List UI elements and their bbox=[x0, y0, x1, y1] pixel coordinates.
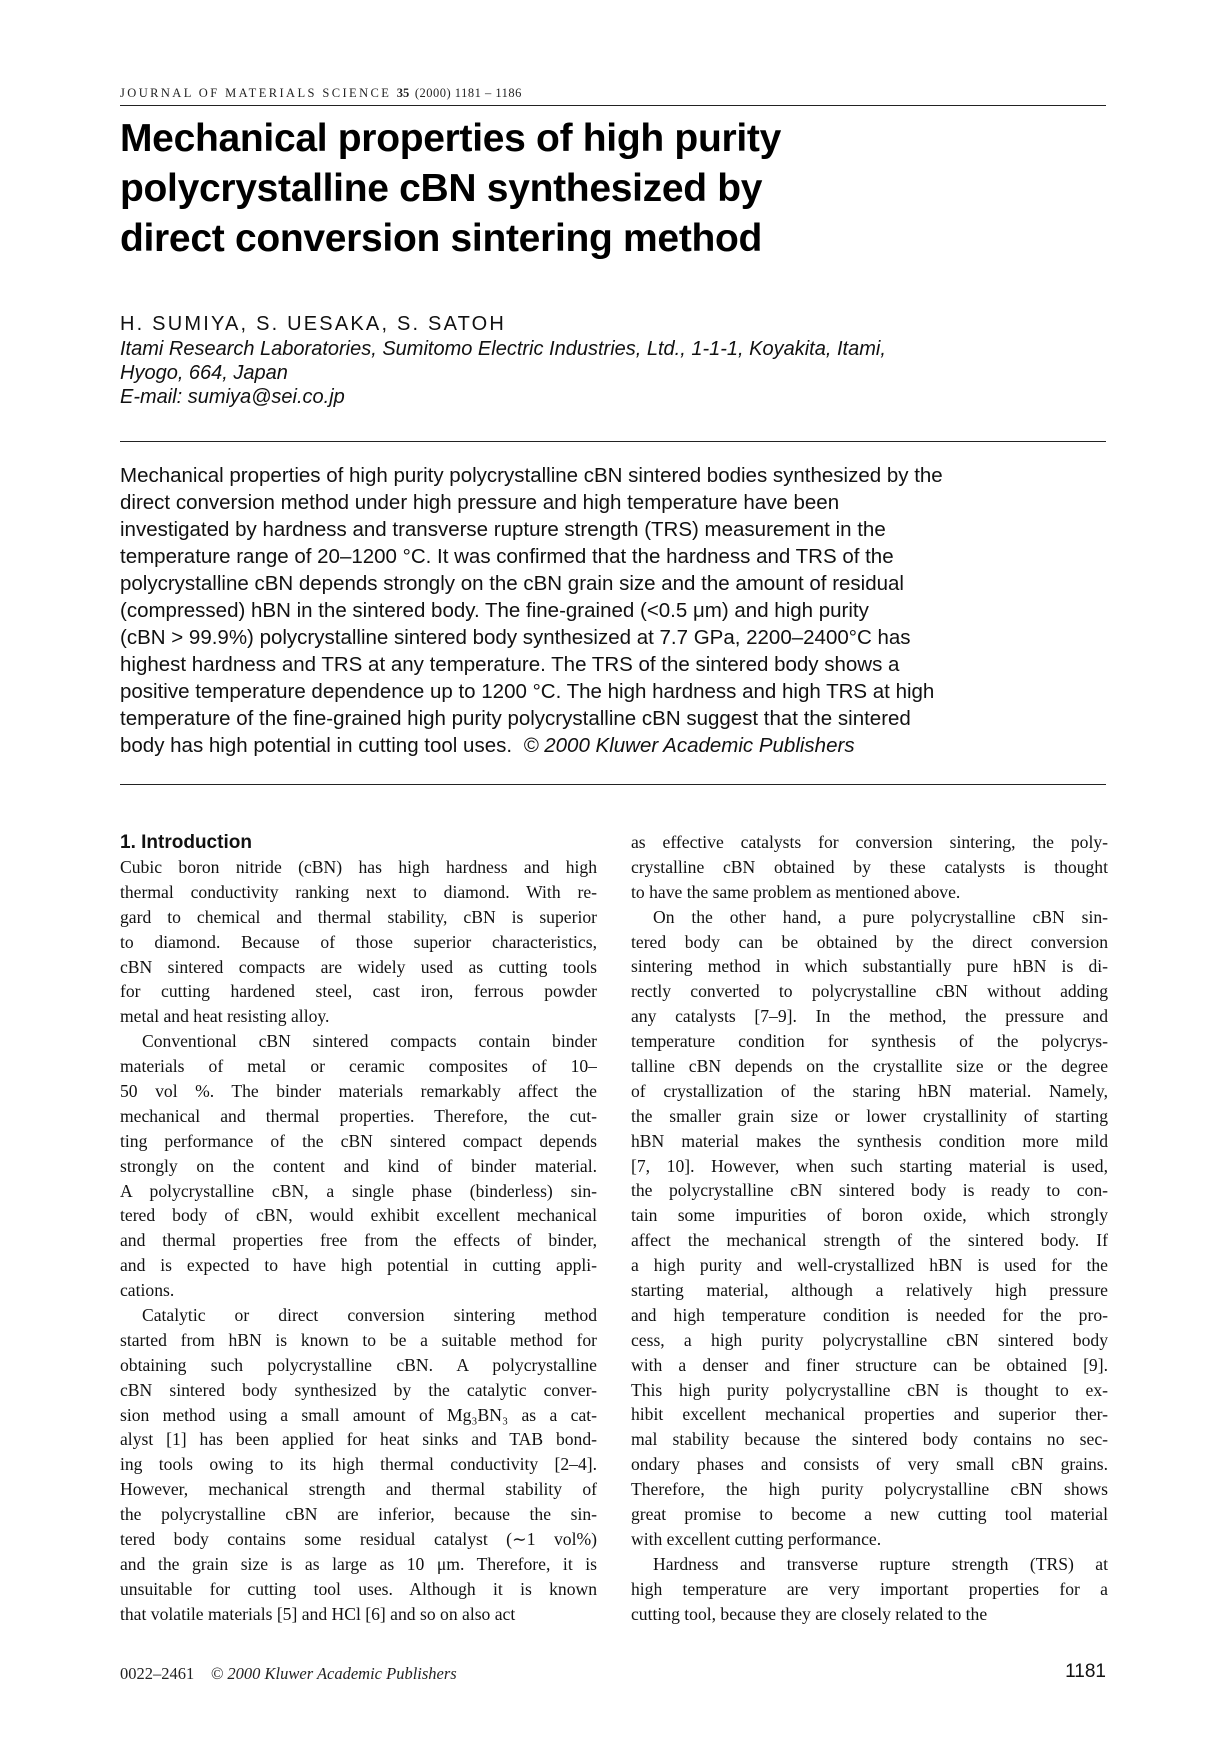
text-line: high temperature are very important properties for a bbox=[631, 1578, 1108, 1599]
text-line: A polycrystalline cBN, a single phase (binderless) sin- bbox=[120, 1180, 597, 1201]
text-line: Conventional cBN sintered compacts contain binder bbox=[142, 1031, 597, 1052]
text-line: mechanical and thermal properties. Therefore, the cut- bbox=[120, 1105, 597, 1126]
text-line: as effective catalysts for conversion sintering, the poly- bbox=[631, 832, 1108, 852]
text-line: crystalline cBN obtained by these catalysts is thought bbox=[631, 856, 1108, 877]
abstract-line: polycrystalline cBN depends strongly on the cBN grain size and the amount of residual bbox=[120, 572, 904, 595]
text-line: sion method using a small amount of Mg₃BN₃ as a cat- bbox=[120, 1404, 597, 1425]
text-line: alyst [1] has been applied for heat sinks and TAB bond- bbox=[120, 1429, 597, 1450]
text-line: temperature condition for synthesis of the polycrys- bbox=[631, 1031, 1108, 1052]
text-line: the smaller grain size or lower crystallinity of starting bbox=[631, 1105, 1108, 1126]
text-line: to have the same problem as mentioned above. bbox=[631, 881, 961, 902]
abstract bbox=[120, 462, 1110, 759]
text-line: of crystallization of the staring hBN material. Namely, bbox=[631, 1080, 1108, 1101]
abstract-line: highest hardness and TRS at any temperature. The TRS of the sintered body shows a bbox=[120, 653, 900, 676]
author-list: H. SUMIYA, S. UESAKA, S. SATOH bbox=[120, 313, 507, 335]
text-line: great promise to become a new cutting tool material bbox=[631, 1504, 1108, 1525]
text-line: a high purity and well-crystallized hBN is used for the bbox=[631, 1255, 1108, 1276]
text-line: rectly converted to polycrystalline cBN without adding bbox=[631, 981, 1108, 1002]
text-line: tered body can be obtained by the direct conversion bbox=[631, 931, 1108, 952]
text-line: with a denser and finer structure can be obtained [9]. bbox=[631, 1354, 1108, 1375]
text-line: Hardness and transverse rupture strength (TRS) at bbox=[653, 1553, 1108, 1574]
text-line: mal stability because the sintered body contains no sec- bbox=[631, 1429, 1108, 1450]
affiliation-line: Itami Research Laboratories, Sumitomo Electric Industries, Ltd., 1-1-1, Koyakita, Itami, bbox=[120, 338, 886, 360]
journal-volume: 35 bbox=[396, 86, 410, 100]
text-line: cations. bbox=[120, 1280, 175, 1301]
text-line: tered body contains some residual catalyst (∼1 vol%) bbox=[120, 1529, 597, 1550]
abstract-line: positive temperature dependence up to 1200 °C. The high hardness and high TRS at high bbox=[120, 680, 935, 703]
text-line: affect the mechanical strength of the sintered body. If bbox=[631, 1230, 1108, 1251]
text-line: sintering method in which substantially pure hBN is di- bbox=[631, 956, 1108, 977]
text-line: unsuitable for cutting tool uses. Although it is known bbox=[120, 1578, 597, 1599]
abstract-line: direct conversion method under high pressure and high temperature have been bbox=[120, 491, 840, 514]
abstract-line-last bbox=[120, 732, 1110, 759]
text-line: hibit excellent mechanical properties and superior ther- bbox=[631, 1404, 1108, 1425]
abstract-line: temperature range of 20–1200 °C. It was confirmed that the hardness and TRS of the bbox=[120, 545, 894, 568]
text-line: starting material, although a relatively high pressure bbox=[631, 1280, 1108, 1301]
journal-year-pages: (2000) 1181 – 1186 bbox=[414, 86, 522, 100]
header-rule bbox=[120, 105, 1106, 106]
text-line: tain some impurities of boron oxide, which strongly bbox=[631, 1205, 1108, 1226]
affiliation-email: E-mail: sumiya@sei.co.jp bbox=[120, 386, 345, 408]
text-line: and thermal properties free from the effects of binder, bbox=[120, 1230, 597, 1251]
text-line: to diamond. Because of those superior characteristics, bbox=[120, 931, 597, 952]
text-line: materials of metal or ceramic composites of 10– bbox=[120, 1056, 597, 1077]
text-line: the polycrystalline cBN sintered body is ready to con- bbox=[631, 1180, 1108, 1201]
right-column-body bbox=[631, 830, 1108, 1627]
text-line: cBN sintered compacts are widely used as cutting tools bbox=[120, 956, 597, 977]
text-line: that volatile materials [5] and HCl [6] and so on also act bbox=[120, 1603, 516, 1624]
text-line: started from hBN is known to be a suitable method for bbox=[120, 1329, 597, 1350]
text-line: with excellent cutting performance. bbox=[631, 1528, 882, 1549]
text-line: tered body of cBN, would exhibit excellent mechanical bbox=[120, 1205, 597, 1226]
footer-publisher: © 2000 Kluwer Academic Publishers bbox=[210, 1664, 457, 1683]
text-line: ondary phases and consists of very small cBN grains. bbox=[631, 1454, 1108, 1475]
left-column-body bbox=[120, 855, 597, 1627]
footer-issn: 0022–2461 bbox=[120, 1664, 195, 1683]
title-line: polycrystalline cBN synthesized by bbox=[120, 167, 763, 210]
text-line: On the other hand, a pure polycrystalline cBN sin- bbox=[653, 906, 1108, 927]
text-line: Catalytic or direct conversion sintering method bbox=[142, 1305, 597, 1326]
abstract-line: body has high potential in cutting tool uses. bbox=[120, 734, 513, 757]
left-column bbox=[120, 830, 597, 1627]
section-heading: 1. Introduction bbox=[120, 832, 252, 853]
abstract-line: (compressed) hBN in the sintered body. The fine-grained (<0.5 μm) and high purity bbox=[120, 599, 869, 622]
text-line: [7, 10]. However, when such starting material is used, bbox=[631, 1155, 1108, 1176]
journal-name: JOURNAL OF MATERIALS SCIENCE bbox=[120, 86, 392, 100]
text-line: Cubic boron nitride (cBN) has high hardness and high bbox=[120, 857, 597, 877]
affiliation-line: Hyogo, 664, Japan bbox=[120, 362, 288, 384]
abstract-copyright: © 2000 Kluwer Academic Publishers bbox=[523, 734, 855, 757]
text-line: gard to chemical and thermal stability, cBN is superior bbox=[120, 906, 597, 927]
text-line: This high purity polycrystalline cBN is thought to ex- bbox=[631, 1379, 1108, 1400]
text-line: Therefore, the high purity polycrystalline cBN shows bbox=[631, 1479, 1108, 1500]
abstract-line: (cBN > 99.9%) polycrystalline sintered body synthesized at 7.7 GPa, 2200–2400°C has bbox=[120, 626, 911, 649]
text-line: metal and heat resisting alloy. bbox=[120, 1006, 330, 1027]
title-line: direct conversion sintering method bbox=[120, 217, 763, 260]
text-line: and is expected to have high potential in cutting appli- bbox=[120, 1255, 597, 1276]
text-line: ing tools owing to its high thermal conductivity [2–4]. bbox=[120, 1454, 597, 1475]
abstract-line: investigated by hardness and transverse rupture strength (TRS) measurement in the bbox=[120, 518, 886, 541]
text-line: talline cBN depends on the crystallite size or the degree bbox=[631, 1056, 1108, 1077]
text-line: ting performance of the cBN sintered compact depends bbox=[120, 1130, 597, 1151]
text-line: cess, a high purity polycrystalline cBN sintered body bbox=[631, 1329, 1108, 1350]
text-line: and the grain size is as large as 10 μm. Therefore, it is bbox=[120, 1553, 597, 1574]
text-line: However, mechanical strength and thermal stability of bbox=[120, 1479, 597, 1500]
text-line: 50 vol %. The binder materials remarkably affect the bbox=[120, 1081, 597, 1102]
right-column bbox=[631, 830, 1108, 1627]
abstract-top-rule bbox=[120, 441, 1106, 442]
text-line: strongly on the content and kind of binder material. bbox=[120, 1155, 597, 1176]
text-line: thermal conductivity ranking next to diamond. With re- bbox=[120, 881, 597, 902]
abstract-line: Mechanical properties of high purity polycrystalline cBN sintered bodies synthesized by the bbox=[120, 464, 943, 487]
article-title bbox=[120, 114, 1020, 264]
abstract-line: temperature of the fine-grained high purity polycrystalline cBN suggest that the sintered bbox=[120, 707, 911, 730]
text-line: cBN sintered body synthesized by the catalytic conver- bbox=[120, 1379, 597, 1400]
text-line: hBN material makes the synthesis condition more mild bbox=[631, 1130, 1108, 1151]
text-line: and high temperature condition is needed for the pro- bbox=[631, 1304, 1108, 1325]
running-header bbox=[120, 86, 1105, 101]
page-number: 1181 bbox=[1065, 1661, 1106, 1682]
affiliation bbox=[120, 337, 1080, 409]
abstract-bottom-rule bbox=[120, 784, 1106, 785]
text-line: cutting tool, because they are closely related to the bbox=[631, 1603, 988, 1624]
footer-issn-publisher bbox=[120, 1664, 457, 1684]
text-line: any catalysts [7–9]. In the method, the pressure and bbox=[631, 1006, 1108, 1027]
text-line: for cutting hardened steel, cast iron, ferrous powder bbox=[120, 981, 597, 1002]
title-line: Mechanical properties of high purity bbox=[120, 117, 781, 160]
text-line: the polycrystalline cBN are inferior, because the sin- bbox=[120, 1504, 597, 1525]
text-line: obtaining such polycrystalline cBN. A polycrystalline bbox=[120, 1354, 597, 1375]
